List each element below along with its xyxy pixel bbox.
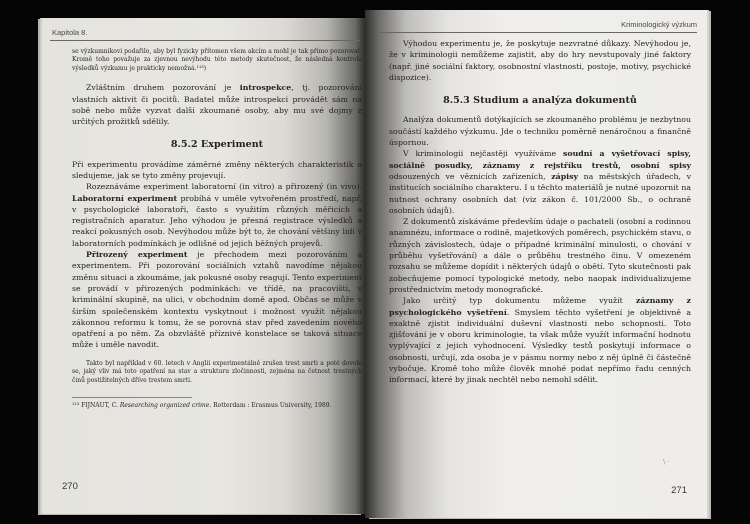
introspection-text-a: Zvláštním druhem pozorování je — [86, 83, 240, 93]
natural-text: je přechodem mezi pozorováním a experimentem. Při pozorování sociálních vztahů navodíme nějakou změnu situaci a zkoumáme, jak pokusné osoby reagují. Tento experiment se provádí v přirozených podmínkách: ve třídě, na pracovišti, v kriminální skupině, na ulici, v obchodním domě apod. Občas se může v širším společenském kontextu vyskytnout i možnost využít nějakou zákonnou reformu k tomu, že se porovná stav před zavedením nového opatření a po něm. Za obzvláště příznivé konstelace se taková situace může i uměle navodit. — [72, 250, 362, 350]
footnote-divider — [72, 397, 192, 398]
lab-term: Laboratorní experiment — [72, 193, 178, 203]
footnote-title: Researching organized crime — [119, 401, 210, 409]
lab-text-a: Rozeznáváme experiment laboratorní (in vitro) a přirozený (in vivo). — [86, 182, 362, 192]
section-heading-documents: 8.5.3 Studium a analýza dokumentů — [443, 95, 637, 107]
left-page — [42, 18, 365, 514]
natural-term: Přirozený experiment — [86, 250, 188, 260]
footnote — [72, 402, 362, 410]
right-page-number: 271 — [671, 485, 687, 496]
lab-experiment-paragraph — [72, 181, 362, 249]
example-paragraph: Takto byl například v 60. letech v Anglii experimentálně zrušen trest smrti a poté dovolo se, jaký vliv má toto opatření na stav a strukturu zločinnosti, zejména na četnost trestných činů postižitelných dříve trestem smrti. — [72, 359, 362, 384]
psychological-records-paragraph — [389, 295, 691, 385]
left-page-number: 270 — [62, 481, 78, 492]
footnote-publisher: . Rotterdam : Erasmus University, 1989. — [209, 401, 332, 409]
right-page — [365, 10, 707, 518]
footnote-author: ¹¹³ FIJNAUT, C. — [72, 401, 120, 409]
introspection-term: introspekce — [239, 83, 292, 93]
experiment-pros-cons-paragraph: Výhodou experimentu je, že poskytuje nezvratné důkazy. Nevýhodou je, že v kriminologii nemůžeme zajistit, aby do hry nevstupovaly jiné faktory (např. jiné sociální faktory, osobnostní vlastnosti, postoje, motivy, psychické dispozice). — [389, 39, 691, 82]
lab-text-c: probíhá v uměle vytvořeném prostředí, např. v psychologické laboratoři, často s využitím různých měřicích a registračních aparatur. Jeho výhodou je přesná registrace výsledků a reakcí pokusných osob. Nevýhodou může být to, že chování většiny lidí v laboratorních podmínkách je odlišné od jejich běžných projevů. — [72, 193, 362, 248]
left-page-body — [72, 48, 362, 410]
left-running-head: Kapitola 8. — [52, 28, 88, 37]
psych-text-c: . Smyslem těchto vyšetření je objektivně a exaktně zjistit individuální duševní vlastnosti nebo schopnosti. Toto zjišťování je v oboru kriminologie, ta však může využít informační hodnotu vyplývající z jejich vyhodnocení. Výsledky testů poskytují informace o osobnosti, určují, zda osoba je v pásmu normy nebo z něj úplně či částečně vybočuje. Kromě toho může člověk mnohé podat nepřímo řadu cenných informací, které by jinak nechtěl nebo nemohl sdělit. — [389, 307, 691, 385]
sources-term-records: zápisy — [551, 171, 579, 181]
offender-data-paragraph: Z dokumentů získáváme především údaje o pachateli (osobní a rodinnou anamnézu, informace o rodině, majetkových poměrech, psychickém stavu, o různých závislostech, údaje o případné kriminální minulosti, o chování v průběhu vyšetřování) a dále o průběhu trestného činu. V omezeném rozsahu se můžeme dopídit i některých údajů o obětí. Tyto skutečnosti pak zobecňujeme pomocí typologické metody, nebo naopak individualizujeme prostřednictvím metody monografické. — [389, 217, 691, 294]
sources-term: soudní a vyšetřovací spisy, sociálně posudky, záznamy z rejstříku trestů, osobní spisy — [389, 149, 692, 170]
psych-text-a: Jako určitý typ dokumentu můžeme využít — [403, 296, 636, 306]
document-analysis-paragraph: Analýza dokumentů dotýkajících se zkoumaného problému je nezbytnou součástí každého výzkumu. Jde o techniku poměrně nenáročnou a finančně úspornou. — [389, 115, 691, 148]
sources-text-c: odsouzených ve věznicích zařízeních, — [389, 171, 552, 181]
introspection-paragraph — [72, 82, 362, 127]
document-sources-paragraph — [389, 148, 691, 216]
intro-paragraph: se výzkumníkovi podařilo, aby byl fyzicky přítomen všem akcím a mohl je tak přímo pozorovat. Kromě toho považuje za zjevnou nevýhodu této metody skutečnost, že následná kontrola výsledků výzkumu je prakticky nemožná.¹¹³) — [72, 48, 362, 72]
right-running-head: Kriminologický výzkum — [621, 20, 697, 29]
psych-term: záznamy z psychologického vyšetření — [389, 296, 691, 317]
natural-experiment-paragraph — [72, 249, 362, 351]
left-header-rule — [50, 40, 360, 41]
introspection-text-c: , tj. pozorování vlastních aktivit či pocitů. Badatel může introspekci provádět sám na sobě nebo může vyzvat další zkoumané osoby, aby mu své dojmy z určitých prožitků sdělily. — [72, 83, 362, 127]
section-heading-experiment: 8.5.2 Experiment — [170, 139, 264, 151]
right-page-body — [389, 38, 691, 386]
experiment-paragraph: Při experimentu provádíme záměrné změny některých charakteristik a sledujeme, jak se tyto změny projevují. — [72, 159, 362, 180]
sources-text-e: na městských úřadech, v institucích sociálního charakteru. I u těchto materiálů je nutné upozornit na nutnost ochrany osobních dat (viz zákon č. 101/2000 Sb., o ochraně osobních údajů). — [389, 171, 691, 215]
right-header-rule — [375, 32, 697, 33]
sources-text-a: V kriminologii nejčastěji využíváme — [403, 149, 564, 159]
print-mark: \ · — [663, 459, 669, 466]
